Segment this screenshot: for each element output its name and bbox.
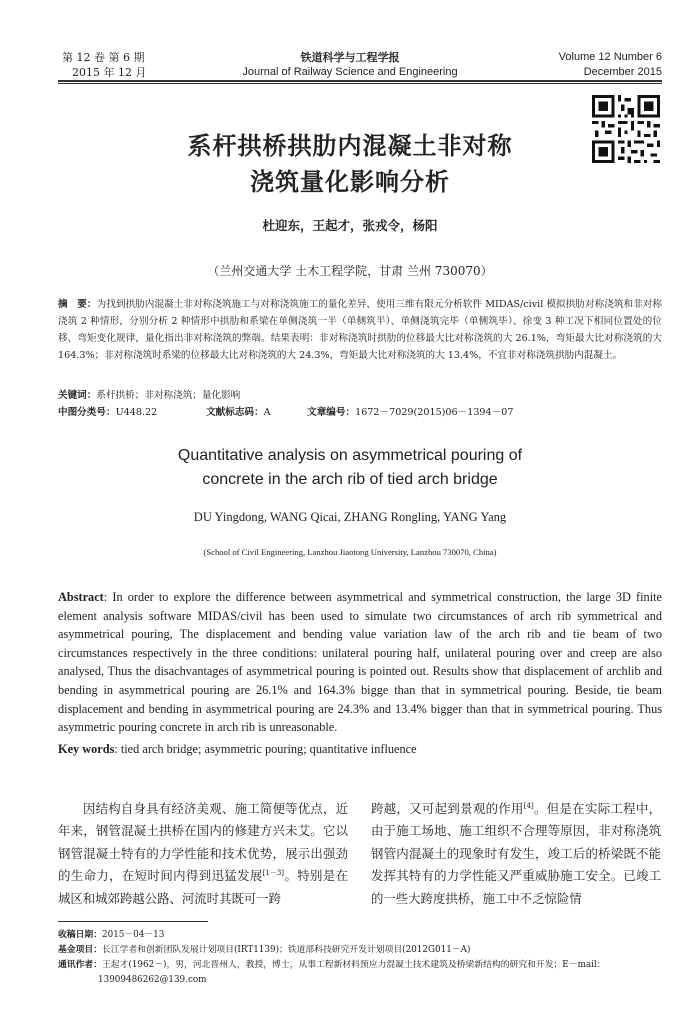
footnote-fund	[58, 943, 662, 958]
header-rule-thin	[58, 83, 662, 84]
affiliation-cn: （兰州交通大学 土木工程学院，甘肃 兰州 730070）	[207, 264, 493, 278]
body-right-text-cont: 。但是在实际工程中，由于施工场地、施工组织不合理等原因，非对称浇筑钢管内混凝土的现象时有发生，竣工后的桥梁既不能发挥其特有的力学性能又严重威胁施工安全。已竣工的一些大跨度拱桥，施工中不乏惊险情	[371, 801, 662, 906]
clc-value: U448.22	[115, 407, 158, 418]
body-column-right	[371, 798, 661, 910]
abstract-cn	[58, 296, 662, 364]
date-en: December 2015	[583, 66, 662, 78]
received-value: 2015－04－13	[102, 930, 165, 940]
abstract-en-label: Abstract	[58, 590, 104, 604]
body-right-text: 跨越，又可起到景观的作用	[371, 801, 524, 816]
corr-email: 13909486262@139.com	[98, 975, 207, 985]
abstract-en	[58, 588, 662, 737]
title-cn-line2: 浇筑量化影响分析	[250, 168, 450, 196]
body-left-text-cont: 。特别是在城区和城郊跨越公路、河流时其既可一跨	[58, 868, 349, 906]
footnote-rule	[58, 921, 208, 922]
fund-value: 长江学者和创新团队发展计划项目(IRT1139)；铁道部科技研究开发计划项目(2012G011－A)	[102, 945, 471, 955]
title-en-line2: concrete in the arch rib of tied arch bridge	[202, 471, 498, 488]
journal-name-cn: 铁道科学与工程学报	[300, 51, 400, 64]
abstract-cn-text: 为找到拱肋内混凝土非对称浇筑施工与对称浇筑施工的量化差异，使用三维有限元分析软件 MIDAS/civil 模拟拱肋对称浇筑和非对称浇筑 2 种情形，分别分析 2 种情形中拱肋和系梁在单侧浇筑一半（单侧筑半）、单侧浇筑完毕（单侧筑毕）、徐变 3 种工况下相同位置处的位移、弯矩变化规律，量化指出非对称浇筑的弊端。结果表明：非对称浇筑时拱肋的位移最大比对称浇筑的大 26.1%，弯矩最大比对称浇筑的大 164.3%；非对称浇筑时系梁的位移最大比对称浇筑的大 24.3%，弯矩最大比对称浇筑的大 13.4%，不宜非对称浇筑拱肋内混凝土。	[58, 299, 662, 361]
header-volume-en	[559, 50, 662, 80]
body-column-left	[58, 798, 348, 910]
header-volume-cn	[62, 50, 146, 80]
document-code	[206, 405, 304, 421]
keywords-en-label: Key words	[58, 742, 115, 756]
authors-en: DU Yingdong, WANG Qicai, ZHANG Rongling, YANG Yang	[193, 510, 507, 524]
keywords-en	[58, 740, 662, 758]
clc-label: 中图分类号：	[58, 407, 116, 418]
footnotes	[58, 928, 662, 988]
doc-code-value: A	[263, 407, 271, 418]
title-en-line1: Quantitative analysis on asymmetrical pouring of	[177, 447, 523, 464]
corr-label: 通讯作者：	[58, 960, 102, 970]
body-left-text: 因结构自身具有经济美观、施工简便等优点，近年来，钢管混凝土拱桥在国内的修建方兴未艾。它以钢管混凝土特有的力学性能和技术优势，展示出强劲的生命力，在短时间内得到迅猛发展	[58, 801, 348, 884]
fund-label: 基金项目：	[58, 945, 102, 955]
corr-value: 王起才(1962－)，男，河北晋州人，教授，博士，从事工程新材料预应力混凝土技术建筑及桥梁新结构的研究和开发；E－mail：	[102, 960, 606, 970]
journal-name-en: Journal of Railway Science and Engineering	[242, 66, 458, 78]
date-cn: 2015 年 12 月	[72, 66, 147, 79]
title-cn-line1: 系杆拱桥拱肋内混凝土非对称	[187, 132, 513, 160]
abstract-cn-label: 摘 要：	[58, 299, 97, 310]
volume-issue-cn: 第 12 卷 第 6 期	[62, 51, 145, 64]
article-no-value: 1672－7029(2015)06－1394－07	[355, 407, 514, 418]
title-cn	[100, 128, 600, 200]
article-number	[307, 405, 513, 421]
header-journal	[200, 50, 500, 80]
keywords-cn-label: 关键词：	[58, 390, 97, 401]
citation-ref: [1－3]	[262, 869, 285, 878]
article-no-label: 文章编号：	[307, 407, 356, 418]
qr-code-icon	[592, 95, 660, 163]
volume-issue-en: Volume 12 Number 6	[558, 51, 662, 63]
footnote-received	[58, 928, 662, 943]
keywords-cn-text: 系杆拱桥；非对称浇筑；量化影响	[96, 390, 241, 401]
authors-cn: 杜迎东，王起才，张戎令，杨阳	[262, 218, 438, 233]
footnote-corresponding	[58, 958, 662, 973]
clc-code	[58, 405, 203, 421]
affiliation-en: (School of Civil Engineering, Lanzhou Jiaotong University, Lanzhou 730070, China)	[203, 547, 497, 557]
abstract-en-text: : In order to explore the difference between asymmetrical and symmetrical construction, the large 3D finite element analysis software MIDAS/civil has been used to simulate two circumstances of arch rib symmetrical and asymmetrical pouring, The displacement and bending value variation law of the arch rib and tie beam of two circumstances respectively in the three conditions: unilateral pouring half, unilateral pouring over and creep are also analysed, Thus the disachvantages of asymmetrical pouring is pointed out. Results show that displacement of archlib and bending in asymmetrical pouring are 26.1% and 164.3% bigge than that in symmetrical pouring. Beside, tie beam displacement and bending in asymmetrical pouring are 24.3% and 13.4% bigger than that in symmetrical pouring. Thus asymmetric pouring concrete in arch rib is unreasonable.	[58, 590, 662, 735]
title-en	[100, 444, 600, 492]
header-rule-thick	[58, 80, 662, 82]
keywords-cn	[58, 388, 662, 404]
classification-row	[58, 405, 662, 421]
received-label: 收稿日期：	[58, 930, 102, 940]
keywords-en-text: : tied arch bridge; asymmetric pouring; quantitative influence	[114, 742, 417, 756]
citation-ref: [4]	[523, 801, 534, 810]
doc-code-label: 文献标志码：	[206, 407, 264, 418]
